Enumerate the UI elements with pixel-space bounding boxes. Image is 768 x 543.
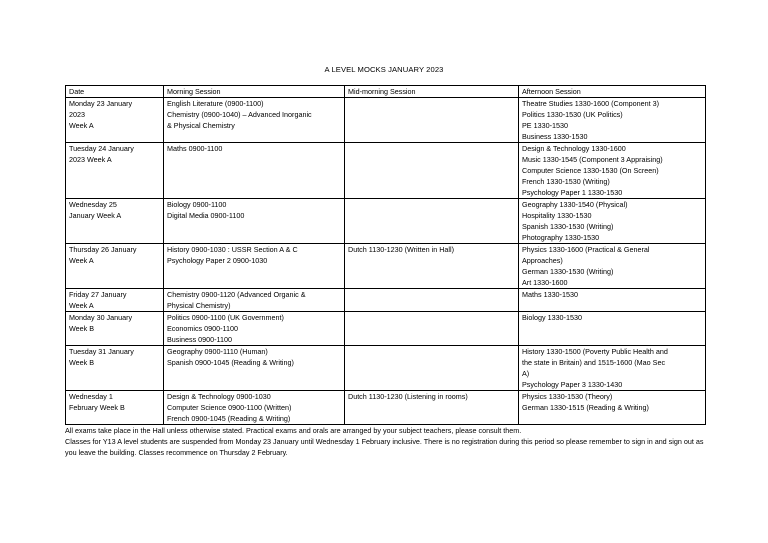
cell-line: Spanish 0900-1045 (Reading & Writing) [167, 358, 294, 367]
table-row [66, 143, 706, 199]
mid-morning-cell [345, 312, 519, 346]
date-cell [66, 244, 164, 289]
mid-morning-cell [345, 98, 519, 143]
cell-line: Geography 1330-1540 (Physical) [522, 200, 628, 209]
morning-cell [164, 289, 345, 312]
cell-line: the state in Britain) and 1515-1600 (Mao Sec [522, 358, 666, 367]
cell-line: Physics 1330-1530 (Theory) [522, 392, 613, 401]
cell-line: 2023 Week A [69, 155, 112, 164]
cell-line: Spanish 1330-1530 (Writing) [522, 222, 614, 231]
afternoon-cell [519, 98, 706, 143]
afternoon-cell [519, 312, 706, 346]
date-cell [66, 143, 164, 199]
date-cell [66, 199, 164, 244]
cell-line: Psychology Paper 1 1330-1530 [522, 188, 623, 197]
cell-line: French 1330-1530 (Writing) [522, 177, 610, 186]
cell-line: History 1330-1500 (Poverty Public Health and [522, 347, 668, 356]
afternoon-cell [519, 391, 706, 425]
cell-line: German 1330-1530 (Writing) [522, 267, 614, 276]
cell-line: Dutch 1130-1230 (Written in Hall) [348, 245, 454, 254]
afternoon-cell [519, 346, 706, 391]
cell-line: Monday 30 January [69, 313, 133, 322]
table-row [66, 391, 706, 425]
date-cell [66, 312, 164, 346]
cell-line: English Literature (0900-1100) [167, 99, 264, 108]
table-row [66, 199, 706, 244]
morning-cell [164, 98, 345, 143]
cell-line: Politics 0900-1100 (UK Government) [167, 313, 284, 322]
cell-line: Chemistry (0900-1040) – Advanced Inorganic [167, 110, 312, 119]
cell-line: Business 0900-1100 [167, 335, 232, 344]
cell-line: Business 1330-1530 [522, 132, 588, 141]
cell-line: Week A [69, 301, 94, 310]
cell-line: Week A [69, 256, 94, 265]
cell-line: Chemistry 0900-1120 (Advanced Organic & [167, 290, 306, 299]
mid-morning-cell [345, 199, 519, 244]
morning-cell [164, 199, 345, 244]
cell-line: February Week B [69, 403, 125, 412]
morning-cell [164, 346, 345, 391]
cell-line: 2023 [69, 110, 85, 119]
cell-line: Art 1330-1600 [522, 278, 568, 287]
cell-line: Maths 0900-1100 [167, 144, 223, 153]
cell-line: Wednesday 1 [69, 392, 113, 401]
cell-line: Approaches) [522, 256, 563, 265]
cell-line: Economics 0900-1100 [167, 324, 238, 333]
date-cell [66, 391, 164, 425]
cell-line: Hospitality 1330-1530 [522, 211, 592, 220]
cell-line: Week B [69, 324, 95, 333]
notes [65, 425, 710, 458]
cell-line: German 1330-1515 (Reading & Writing) [522, 403, 649, 412]
cell-line: Computer Science 0900-1100 (Written) [167, 403, 292, 412]
table-row [66, 98, 706, 143]
cell-line: Photography 1330-1530 [522, 233, 600, 242]
cell-line: January Week A [69, 211, 122, 220]
afternoon-cell [519, 289, 706, 312]
cell-line: Physical Chemistry) [167, 301, 231, 310]
mid-morning-cell [345, 143, 519, 199]
afternoon-cell [519, 199, 706, 244]
cell-line: Theatre Studies 1330-1600 (Component 3) [522, 99, 660, 108]
cell-line: Physics 1330-1600 (Practical & General [522, 245, 650, 254]
cell-line: Week B [69, 358, 95, 367]
mid-morning-cell [345, 244, 519, 289]
header-afternoon: Afternoon Session [519, 86, 706, 98]
cell-line: Design & Technology 1330-1600 [522, 144, 626, 153]
cell-line: Maths 1330-1530 [522, 290, 578, 299]
mid-morning-cell [345, 391, 519, 425]
cell-line: Biology 0900-1100 [167, 200, 227, 209]
header-morning: Morning Session [164, 86, 345, 98]
table-row [66, 312, 706, 346]
afternoon-cell [519, 143, 706, 199]
afternoon-cell [519, 244, 706, 289]
cell-line: History 0900-1030 : USSR Section A & C [167, 245, 298, 254]
cell-line: Politics 1330-1530 (UK Politics) [522, 110, 623, 119]
table-row [66, 244, 706, 289]
table-row [66, 289, 706, 312]
cell-line: Wednesday 25 [69, 200, 117, 209]
header-mid-morning: Mid-morning Session [345, 86, 519, 98]
date-cell [66, 289, 164, 312]
note-exam-location: All exams take place in the Hall unless otherwise stated. Practical exams and orals are arranged by your subject teachers, please consult them. [65, 426, 522, 435]
morning-cell [164, 244, 345, 289]
header-date: Date [66, 86, 164, 98]
table-header-row [66, 86, 706, 98]
date-cell [66, 346, 164, 391]
cell-line: Psychology Paper 2 0900-1030 [167, 256, 268, 265]
cell-line: Tuesday 31 January [69, 347, 134, 356]
cell-line: Music 1330-1545 (Component 3 Appraising) [522, 155, 663, 164]
cell-line: Monday 23 January [69, 99, 133, 108]
cell-line: Psychology Paper 3 1330-1430 [522, 380, 623, 389]
cell-line: Geography 0900-1110 (Human) [167, 347, 268, 356]
cell-line: Thursday 26 January [69, 245, 137, 254]
cell-line: French 0900-1045 (Reading & Writing) [167, 414, 291, 423]
cell-line: Design & Technology 0900-1030 [167, 392, 271, 401]
morning-cell [164, 312, 345, 346]
cell-line: Tuesday 24 January [69, 144, 134, 153]
cell-line: A) [522, 369, 530, 378]
cell-line: PE 1330-1530 [522, 121, 568, 130]
note-classes-suspended: Classes for Y13 A level students are suspended from Monday 23 January until Wednesday 1 February inclusive. There is no registration during this period so please remember to sign in and sign out as you leave the building. Classes recommence on Thursday 2 February. [65, 437, 704, 457]
mid-morning-cell [345, 289, 519, 312]
cell-line: & Physical Chemistry [167, 121, 235, 130]
cell-line: Biology 1330-1530 [522, 313, 582, 322]
cell-line: Friday 27 January [69, 290, 127, 299]
cell-line: Digital Media 0900-1100 [167, 211, 245, 220]
table-row [66, 346, 706, 391]
cell-line: Week A [69, 121, 94, 130]
date-cell [66, 98, 164, 143]
page-title: A LEVEL MOCKS JANUARY 2023 [324, 65, 444, 74]
mid-morning-cell [345, 346, 519, 391]
morning-cell [164, 143, 345, 199]
exam-timetable [65, 85, 706, 425]
cell-line: Dutch 1130-1230 (Listening in rooms) [348, 392, 468, 401]
morning-cell [164, 391, 345, 425]
cell-line: Computer Science 1330-1530 (On Screen) [522, 166, 659, 175]
